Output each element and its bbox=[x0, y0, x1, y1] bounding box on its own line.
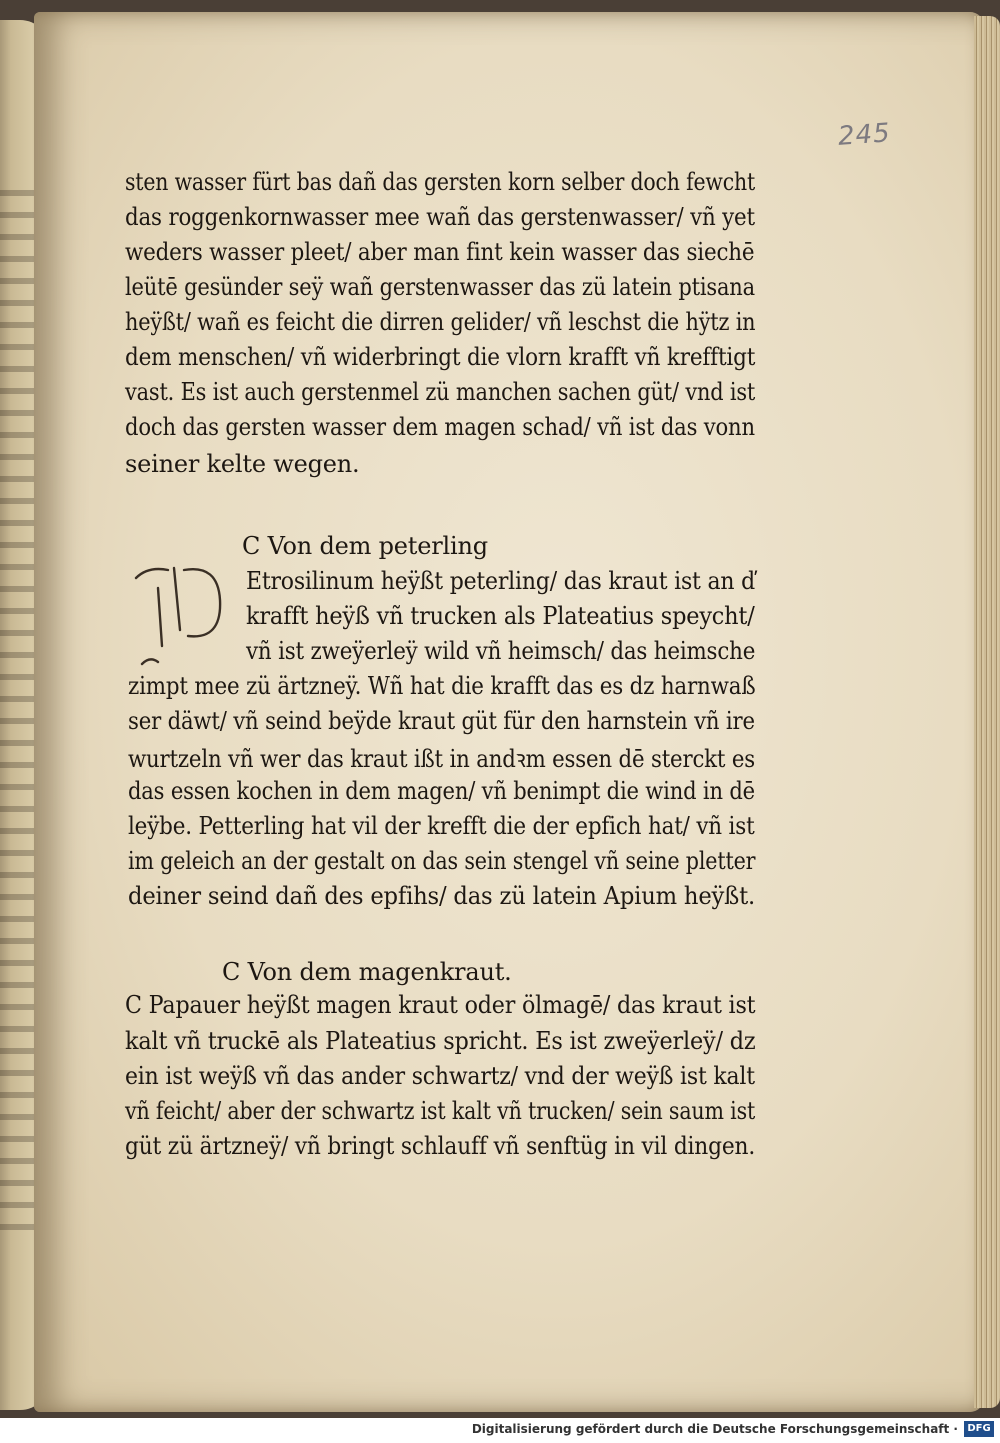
previous-page-text-fragment bbox=[0, 190, 34, 1240]
text-line: das essen kochen in dem magen/ vñ benimpt die wind in dē bbox=[128, 777, 755, 805]
text-line: güt zü ärtzneÿ/ vñ bringt schlauff vñ senftüg in vil dingen. bbox=[125, 1132, 756, 1160]
text-line: sten wasser fürt bas dañ das gersten korn selber doch fewcht bbox=[125, 168, 756, 196]
text-line: ser däwt/ vñ seind beÿde kraut güt für den harnstein vñ ire bbox=[128, 707, 755, 735]
footer-bar bbox=[0, 1418, 1000, 1443]
text-line: das roggenkornwasser mee wañ das gerstenwasser/ vñ yet bbox=[125, 203, 755, 231]
text-line: weders wasser pleet/ aber man fint kein wasser das siechē bbox=[125, 238, 755, 266]
text-line: zimpt mee zü ärtzneÿ. Wñ hat die krafft das es dz harnwaß bbox=[128, 672, 756, 700]
text-line: ein ist weÿß vñ das ander schwartz/ vnd der weÿß ist kalt bbox=[125, 1062, 755, 1090]
text-line: im geleich an der gestalt on das sein stengel vñ seine pletter bbox=[128, 847, 756, 875]
text-line: kalt vñ truckē als Plateatius spricht. Es ist zweÿerleÿ/ dz bbox=[125, 1027, 756, 1055]
text-line: Papauer heÿßt magen kraut oder ölmagē/ das kraut ist bbox=[148, 991, 756, 1019]
section-heading-magenkraut bbox=[222, 958, 512, 986]
text-line: vñ feicht/ aber der schwartz ist kalt vñ trucken/ sein saum ist bbox=[125, 1097, 756, 1125]
section-heading-text: Von dem peterling bbox=[267, 532, 488, 560]
footer-credit-text: Digitalisierung gefördert durch die Deutsche Forschungsgemeinschaft · bbox=[471, 1422, 958, 1436]
text-line: leütē gesünder seÿ wañ gerstenwasser das zü latein ptisana bbox=[125, 273, 755, 301]
text-line: vñ ist zweÿerleÿ wild vñ heimsch/ das heimsche bbox=[246, 637, 756, 665]
text-line: seiner kelte wegen. bbox=[125, 450, 360, 478]
pilcrow-mark: C bbox=[222, 958, 241, 986]
text-line: heÿßt/ wañ es feicht die dirren gelider/ vñ leschst die hÿtz in bbox=[125, 308, 756, 336]
pilcrow-mark: C bbox=[125, 991, 142, 1019]
section-heading-text: Von dem magenkraut. bbox=[247, 958, 512, 986]
text-line: leÿbe. Petterling hat vil der krefft die der epfich hat/ vñ ist bbox=[128, 812, 755, 840]
text-line: deiner seind dañ des epfihs/ das zü latein Apium heÿßt. bbox=[128, 882, 756, 910]
text-line: Etrosilinum heÿßt peterling/ das kraut ist an ď bbox=[246, 567, 756, 595]
folio-number: 245 bbox=[837, 118, 892, 152]
text-line: doch das gersten wasser dem magen schad/ vñ ist das vonn bbox=[125, 413, 755, 441]
dfg-logo: DFG bbox=[964, 1421, 994, 1437]
text-line: vast. Es ist auch gerstenmel zü manchen sachen güt/ vnd ist bbox=[125, 378, 756, 406]
text-line: krafft heÿß vñ trucken als Plateatius speycht/ bbox=[246, 602, 755, 630]
pilcrow-mark: C bbox=[242, 532, 261, 560]
page-block-edge bbox=[974, 16, 1000, 1408]
hand-drawn-initial-p bbox=[128, 560, 228, 670]
text-line: wurtzeln vñ wer das kraut ißt in andꝛm essen dē sterckt es bbox=[128, 745, 755, 773]
text-line: dem menschen/ vñ widerbringt die vlorn krafft vñ krefftigt bbox=[125, 343, 756, 371]
text-line-with-pilcrow bbox=[125, 991, 755, 1019]
section-heading-peterling bbox=[242, 532, 488, 560]
